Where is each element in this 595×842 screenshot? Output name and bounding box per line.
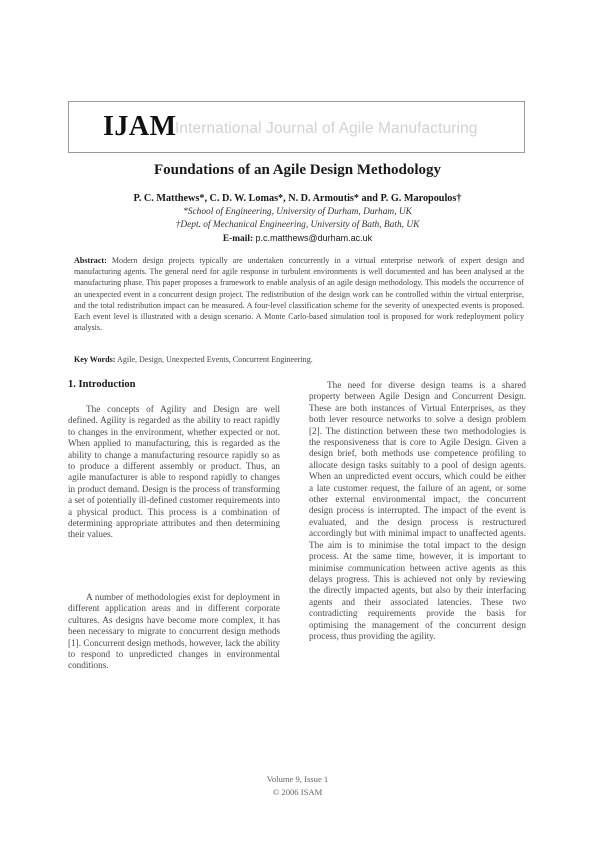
body-paragraph: The concepts of Agility and Design are well defined. Agility is regarded as the ability to react rapidly to changes in the environment, whether expected or not. When applied to manufacturing, this is regarded as the ability to change a manufacturing resource rapidly so as to produce a different assembly or product. Thus, an agile manufacturer is able to respond rapidly to changes in product demand. Design is the process of transforming a set of potentially ill-defined customer requirements into a physical product. This process is a combination of determining appropriate attributes and then determining their values. <box>68 404 280 540</box>
body-column-right <box>309 380 526 642</box>
keywords <box>74 355 524 364</box>
body-paragraph: A number of methodologies exist for deployment in different application areas and in different corporate cultures. As designs have become more complex, it has been necessary to migrate to concurrent design methods [1]. Concurrent design methods, however, lack the ability to respond to unpredicted changes in environmental conditions. <box>68 592 280 671</box>
abstract <box>74 255 524 333</box>
author-list: P. C. Matthews*, C. D. W. Lomas*, N. D. Armoutis* and P. G. Maropoulos† <box>133 193 462 204</box>
abstract-label: Abstract: <box>74 256 107 265</box>
contact-email <box>0 233 595 244</box>
journal-full-name: International Journal of Agile Manufacturing <box>175 120 478 137</box>
journal-banner <box>68 101 525 153</box>
paper-title: Foundations of an Agile Design Methodology <box>153 162 442 178</box>
footer-issue: Volume 9, Issue 1 <box>266 774 329 784</box>
keywords-label: Key Words: <box>74 355 116 364</box>
journal-abbreviation: IJAM <box>103 111 177 142</box>
keywords-text: Agile, Design, Unexpected Events, Concurrent Engineering. <box>117 355 313 364</box>
body-column-left-top <box>68 404 280 541</box>
footer-copyright: © 2006 ISAM <box>272 787 323 797</box>
affiliation-durham: *School of Engineering, University of Durham, Durham, UK <box>183 207 412 217</box>
affiliation-bath: †Dept. of Mechanical Engineering, University of Bath, Bath, UK <box>175 220 420 230</box>
email-address: p.c.matthews@durham.ac.uk <box>255 233 373 243</box>
email-label: E-mail: <box>222 234 254 244</box>
section-heading: 1. Introduction <box>68 379 136 390</box>
body-column-left-bottom <box>68 592 280 672</box>
abstract-text: Modern design projects typically are undertaken concurrently in a virtual enterprise network of expert design and manufacturing agents. The general need for agile response in turbulent environments is well documented and has been analysed at the manufacturing phase. This paper proposes a framework to enable analysis of an agile design methodology. This models the occurrence of an unexpected event in a concurrent design project. The redistribution of the design work can be controlled within the virtual enterprise, and the total redistribution impact can be measured. A four-level classification scheme for the severity of unexpected events is proposed. Each event level is illustrated with a design scenario. A Monte Carlo-based simulation tool is proposed for work redeployment policy analysis. <box>74 256 524 333</box>
body-paragraph: The need for diverse design teams is a shared property between Agile Design and Concurrent Design. These are both instances of Virtual Enterprises, as they both lever resource networks to solve a design problem [2]. The distinction between these two methodologies is the responsiveness that is core to Agile Design. Given a design brief, both methods use competence profiling to allocate design tasks suitably to a pool of design agents. When an unpredicted event occurs, which could be either a late customer request, the failure of an agent, or some other external environmental impact, the concurrent design process is interrupted. The impact of the event is evaluated, and the design process is restructured accordingly but with minimal impact to unaffected agents. The aim is to minimise the total impact to the design process. At the same time, however, it is important to minimise communication between active agents as this delays progress. This is achieved not only by reviewing the directly impacted agents, but also by their interfacing agents and their associated latencies. These two contradicting requirements provide the basis for optimising the management of the concurrent design process, thus providing the agility. <box>309 380 526 641</box>
